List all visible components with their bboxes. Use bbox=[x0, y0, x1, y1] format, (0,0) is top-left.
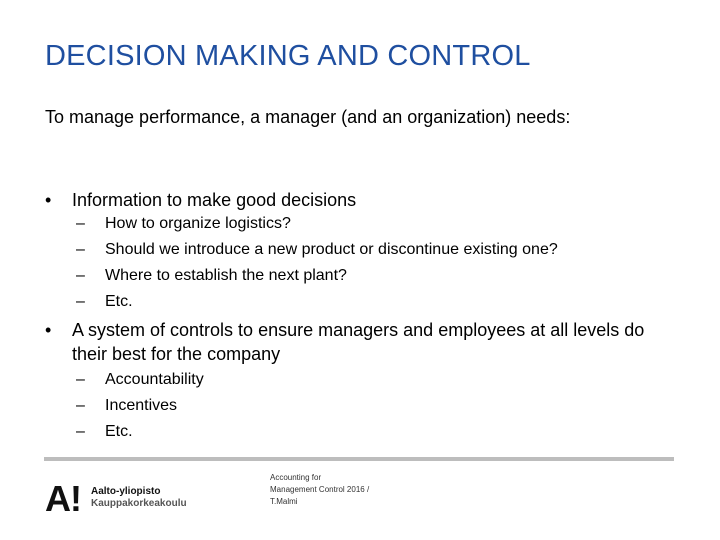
bullet-text: Information to make good decisions bbox=[72, 190, 357, 210]
sub-list-controls bbox=[76, 367, 676, 445]
dash-marker: – bbox=[76, 293, 85, 310]
intro-text: To manage performance, a manager (and an organization) needs: bbox=[45, 107, 571, 127]
dash-marker: – bbox=[76, 215, 85, 232]
bullet-text: A system of controls to ensure managers and employees at all levels do their best for the company bbox=[72, 320, 645, 364]
bullet-marker: • bbox=[45, 320, 52, 340]
dash-marker: – bbox=[76, 397, 85, 414]
sub-item-text: How to organize logistics? bbox=[105, 215, 291, 232]
sub-item bbox=[76, 289, 676, 315]
sub-item bbox=[76, 419, 676, 445]
logo-text bbox=[91, 486, 187, 510]
sub-item bbox=[76, 263, 676, 289]
sub-item bbox=[76, 367, 676, 393]
sub-item bbox=[76, 393, 676, 419]
credit-line: Accounting for bbox=[270, 473, 322, 482]
sub-item-text: Should we introduce a new product or discontinue existing one? bbox=[105, 241, 558, 258]
dash-marker: – bbox=[76, 241, 85, 258]
sub-list-information bbox=[76, 211, 676, 315]
sub-item-text: Accountability bbox=[105, 371, 204, 388]
bullet-item-controls bbox=[45, 318, 645, 366]
dash-marker: – bbox=[76, 423, 85, 440]
sub-item-text: Etc. bbox=[105, 423, 133, 440]
bullet-item-information bbox=[45, 188, 645, 212]
sub-item bbox=[76, 237, 676, 263]
slide-title: DECISION MAKING AND CONTROL bbox=[45, 40, 531, 72]
dash-marker: – bbox=[76, 267, 85, 284]
credit-line: Management Control 2016 / bbox=[270, 485, 370, 494]
dash-marker: – bbox=[76, 371, 85, 388]
sub-item-text: Incentives bbox=[105, 397, 178, 414]
sub-item bbox=[76, 211, 676, 237]
logo-school-name: Kauppakorkeakoulu bbox=[91, 498, 187, 509]
logo-university-name: Aalto-yliopisto bbox=[91, 486, 161, 497]
credit-line: T.Malmi bbox=[270, 497, 298, 506]
logo-mark: A! bbox=[45, 478, 81, 519]
footer-divider bbox=[44, 457, 674, 461]
sub-item-text: Where to establish the next plant? bbox=[105, 267, 347, 284]
sub-item-text: Etc. bbox=[105, 293, 133, 310]
bullet-marker: • bbox=[45, 190, 52, 210]
footer-credit bbox=[270, 472, 369, 508]
